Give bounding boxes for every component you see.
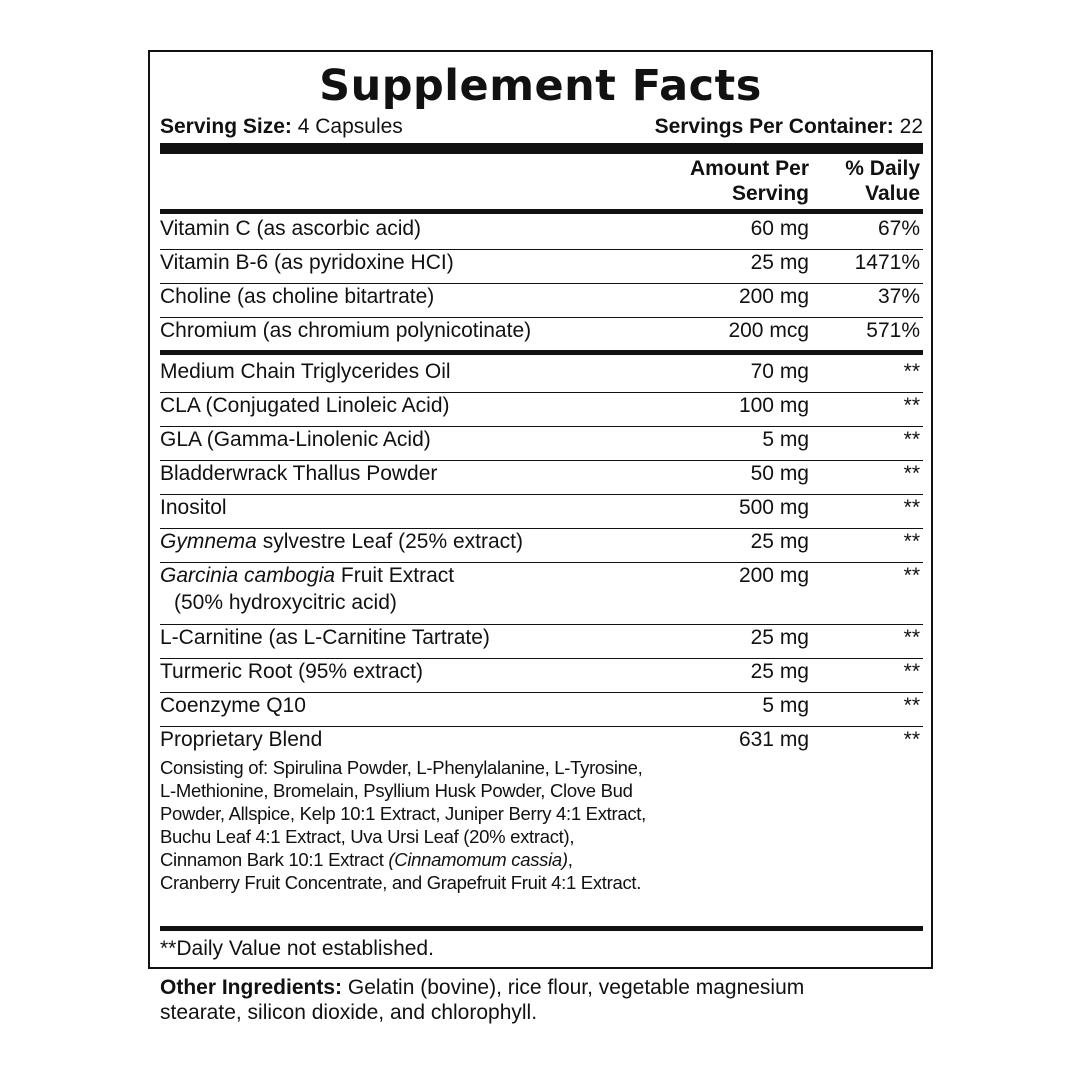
table-row: Garcinia cambogia Fruit Extract (50% hydroxycitric acid) 200 mg ** — [160, 563, 923, 625]
ingredient-rows — [160, 359, 923, 917]
servings-per-container: Servings Per Container: 22 — [654, 115, 923, 138]
serving-info — [160, 114, 923, 140]
vitamin-rows — [160, 216, 923, 352]
daily-value-header: % Daily Value — [845, 157, 920, 205]
blend-description: Consisting of: Spirulina Powder, L-Phenylalanine, L-Tyrosine, L-Methionine, Bromelain, Psyllium Husk Powder, Clove Bud Powder, Allspice, Kelp 10:1 Extract, Juniper Berry 4:1 Extract, Buchu Leaf 4:1 Extract, Uva Ursi Leaf (20% extract), Cinnamon Bark 10:1 Extract (Cinnamomum cassia), Cranberry Fruit Concentrate, and Grapefruit Fruit 4:1 Extract. — [160, 757, 646, 893]
table-row: Bladderwrack Thallus Powder 50 mg ** — [160, 461, 923, 495]
proprietary-blend-row: Proprietary Blend 631 mg ** Consisting of: Spirulina Powder, L-Phenylalanine, L-Tyrosine, L-Methionine, Bromelain, Psyllium Husk Powder, Clove Bud Powder, Allspice, Kelp 10:1 Extract, Juniper Berry 4:1 Extract, Buchu Leaf 4:1 Extract, Uva Ursi Leaf (20% extract), Cinnamon Bark 10:1 Extract (Cinnamomum cassia), Cranberry Fruit Concentrate, and Grapefruit Fruit 4:1 Extract. — [160, 728, 920, 893]
table-row: Chromium (as chromium polynicotinate) 200 mcg 571% — [160, 319, 920, 342]
table-row: GLA (Gamma-Linolenic Acid) 5 mg ** — [160, 427, 923, 461]
other-ingredients: Other Ingredients: Gelatin (bovine), rice flour, vegetable magnesium stearate, silicon dioxide, and chlorophyll. — [160, 976, 805, 1024]
footnote: **Daily Value not established. — [160, 937, 434, 960]
table-row: CLA (Conjugated Linoleic Acid) 100 mg ** — [160, 393, 923, 427]
table-row: Vitamin B-6 (as pyridoxine HCI) 25 mg 1471% — [160, 250, 923, 284]
serving-size: Serving Size: 4 Capsules — [160, 115, 403, 138]
column-headers — [160, 156, 923, 208]
table-row: Gymnema sylvestre Leaf (25% extract) 25 mg ** — [160, 529, 923, 563]
panel-title: Supplement Facts — [319, 61, 762, 111]
table-row: Inositol 500 mg ** — [160, 495, 923, 529]
supplement-facts-panel — [148, 50, 933, 969]
divider-bottom — [160, 926, 923, 931]
table-row: Choline (as choline bitartrate) 200 mg 37% — [160, 284, 923, 318]
table-row: Turmeric Root (95% extract) 25 mg ** — [160, 659, 923, 693]
divider-header — [160, 209, 923, 214]
amount-header: Amount Per Serving — [689, 157, 809, 205]
table-row: Medium Chain Triglycerides Oil 70 mg ** — [160, 359, 923, 393]
divider-vitamins — [160, 350, 923, 355]
thick-divider-top — [160, 143, 923, 154]
table-row: Vitamin C (as ascorbic acid) 60 mg 67% — [160, 216, 923, 250]
table-row: Coenzyme Q10 5 mg ** — [160, 693, 923, 727]
table-row: L-Carnitine (as L-Carnitine Tartrate) 25 mg ** — [160, 625, 923, 659]
